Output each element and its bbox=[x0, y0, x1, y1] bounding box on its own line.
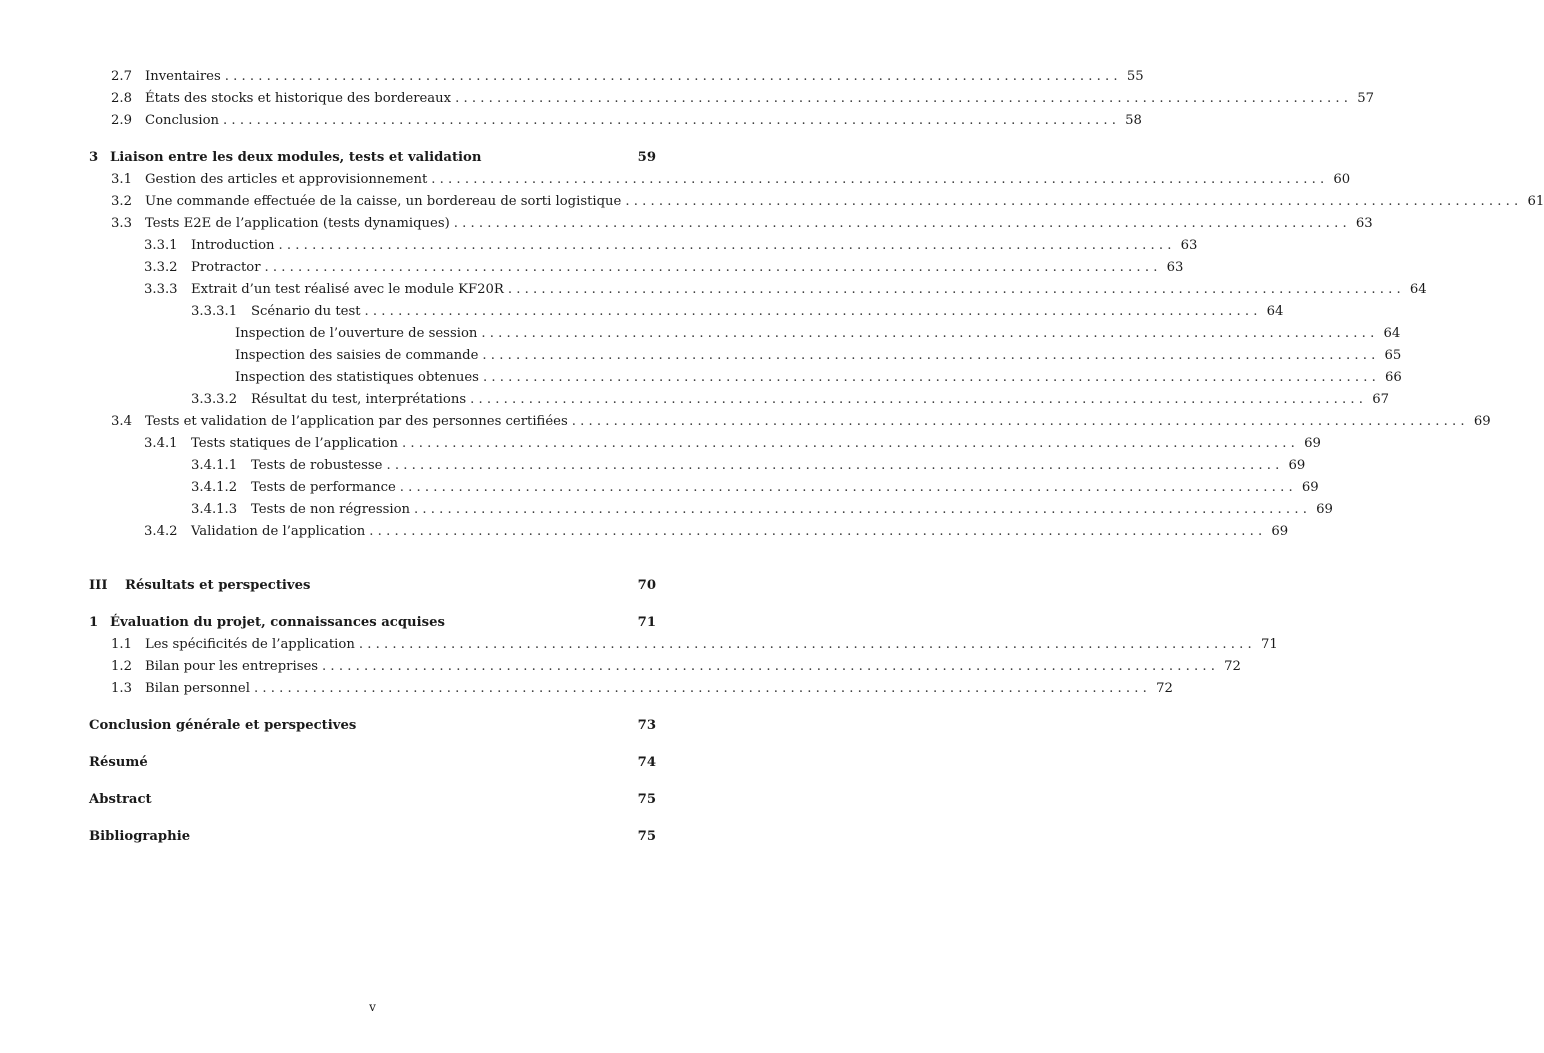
entry-number: 2.7 bbox=[111, 69, 132, 84]
chapter-title: Évaluation du projet, connaissances acquises bbox=[110, 615, 445, 630]
entry-page: 63 bbox=[1355, 216, 1373, 231]
entry-title: Tests et validation de l’application par des personnes certifiées bbox=[145, 414, 568, 429]
part-page: 70 bbox=[637, 578, 656, 593]
dot-leader bbox=[279, 235, 1172, 257]
dot-leader bbox=[369, 521, 1262, 543]
entry-number: 2.8 bbox=[111, 91, 132, 106]
dot-leader bbox=[359, 634, 1252, 656]
toc-entry[interactable] bbox=[89, 213, 1373, 235]
entry-number: 1.2 bbox=[111, 659, 132, 674]
entry-number: 3.3 bbox=[111, 216, 132, 231]
section-title: Conclusion générale et perspectives bbox=[89, 718, 357, 733]
entry-title: Tests de non régression bbox=[251, 502, 411, 517]
section-title: Bibliographie bbox=[89, 829, 191, 844]
entry-page: 64 bbox=[1266, 304, 1284, 319]
dot-leader bbox=[265, 257, 1158, 279]
entry-page: 69 bbox=[1271, 524, 1289, 539]
entry-title: Résultat du test, interprétations bbox=[251, 392, 467, 407]
toc-entry-2-7[interactable] bbox=[89, 66, 1144, 88]
toc-entry[interactable] bbox=[89, 279, 1427, 301]
dot-leader bbox=[225, 66, 1118, 88]
entry-number: 3.3.2 bbox=[144, 260, 178, 275]
entry-number: 3.4 bbox=[111, 414, 132, 429]
entry-number: 2.9 bbox=[111, 113, 132, 128]
entry-number: 3.3.3 bbox=[144, 282, 178, 297]
toc-entry[interactable] bbox=[89, 389, 1389, 411]
entry-number: 3.2 bbox=[111, 194, 132, 209]
entry-number: 1.1 bbox=[111, 637, 132, 652]
toc-entry[interactable] bbox=[89, 191, 1544, 213]
toc-entry[interactable] bbox=[89, 455, 1306, 477]
dot-leader bbox=[454, 213, 1347, 235]
entry-page: 72 bbox=[1224, 659, 1241, 674]
entry-title: Tests de robustesse bbox=[251, 458, 383, 473]
toc-entry[interactable] bbox=[89, 323, 1401, 345]
entry-page: 72 bbox=[1156, 681, 1173, 696]
entry-number: 1.3 bbox=[111, 681, 132, 696]
dot-leader bbox=[322, 656, 1215, 678]
toc-entry[interactable] bbox=[89, 521, 1289, 543]
entry-number: 3.3.3.2 bbox=[191, 392, 238, 407]
page-number: v bbox=[369, 1000, 376, 1014]
entry-page: 69 bbox=[1288, 458, 1306, 473]
entry-title: Gestion des articles et approvisionnement bbox=[145, 172, 428, 187]
chapter-page: 71 bbox=[637, 615, 656, 630]
entry-title: Validation de l’application bbox=[191, 524, 366, 539]
dot-leader bbox=[508, 279, 1401, 301]
entry-title: Introduction bbox=[191, 238, 275, 253]
entry-page: 64 bbox=[1409, 282, 1427, 297]
toc-entry[interactable] bbox=[89, 345, 1402, 367]
entry-page: 63 bbox=[1166, 260, 1184, 275]
entry-number: 3.4.1.3 bbox=[191, 502, 238, 517]
toc-entry-1-3[interactable] bbox=[89, 678, 1173, 700]
entry-page: 69 bbox=[1316, 502, 1333, 517]
toc-entry-1-2[interactable] bbox=[89, 656, 1241, 678]
toc-entry-2-9[interactable] bbox=[89, 110, 1142, 132]
dot-leader bbox=[254, 678, 1147, 700]
dot-leader bbox=[400, 477, 1293, 499]
toc-bibliographie[interactable] bbox=[89, 826, 656, 848]
entry-page: 65 bbox=[1384, 348, 1402, 363]
section-title: Résumé bbox=[89, 755, 148, 770]
entry-page: 66 bbox=[1385, 370, 1402, 385]
entry-page: 69 bbox=[1304, 436, 1321, 451]
entry-title: Scénario du test bbox=[251, 304, 361, 319]
dot-leader bbox=[483, 367, 1376, 389]
toc-entry[interactable] bbox=[89, 411, 1491, 433]
toc-abstract[interactable] bbox=[89, 789, 656, 811]
entry-title: Protractor bbox=[191, 260, 261, 275]
toc-chapter-1[interactable] bbox=[89, 612, 656, 634]
entry-title: Les spécificités de l’application bbox=[145, 637, 355, 652]
chapter-title: Liaison entre les deux modules, tests et validation bbox=[110, 150, 482, 165]
dot-leader bbox=[414, 499, 1307, 521]
entry-page: 69 bbox=[1473, 414, 1491, 429]
toc-entry-1-1[interactable] bbox=[89, 634, 1278, 656]
entry-page: 58 bbox=[1125, 113, 1142, 128]
dot-leader bbox=[386, 455, 1279, 477]
toc-entry[interactable] bbox=[89, 499, 1333, 521]
toc-entry[interactable] bbox=[89, 367, 1402, 389]
entry-title: Inventaires bbox=[145, 69, 221, 84]
entry-number: 3.4.1.2 bbox=[191, 480, 238, 495]
section-page: 74 bbox=[637, 755, 656, 770]
section-title: Abstract bbox=[89, 792, 152, 807]
dot-leader bbox=[470, 389, 1363, 411]
entry-title: Une commande effectuée de la caisse, un bordereau de sorti logistique bbox=[145, 194, 622, 209]
entry-title: Inspection des saisies de commande bbox=[235, 348, 479, 363]
table-of-contents bbox=[89, 66, 1544, 848]
entry-title: Inspection de l’ouverture de session bbox=[235, 326, 478, 341]
entry-page: 69 bbox=[1301, 480, 1319, 495]
entry-title: Conclusion bbox=[145, 113, 220, 128]
chapter-3-entries bbox=[89, 169, 1544, 543]
toc-entry[interactable] bbox=[89, 169, 1351, 191]
entry-page: 55 bbox=[1126, 69, 1144, 84]
toc-entry[interactable] bbox=[89, 301, 1284, 323]
part-title: Résultats et perspectives bbox=[125, 578, 311, 593]
entry-page: 71 bbox=[1260, 637, 1278, 652]
entry-number: 3.3.3.1 bbox=[191, 304, 238, 319]
dot-leader bbox=[223, 110, 1116, 132]
toc-conclusion[interactable] bbox=[89, 715, 656, 737]
entry-page: 60 bbox=[1333, 172, 1351, 187]
dot-leader bbox=[431, 169, 1324, 191]
toc-chapter-3[interactable] bbox=[89, 147, 656, 169]
toc-entry[interactable] bbox=[89, 433, 1321, 455]
dot-leader bbox=[481, 323, 1374, 345]
entry-title: Bilan pour les entreprises bbox=[145, 659, 319, 674]
entry-title: Tests statiques de l’application bbox=[191, 436, 398, 451]
dot-leader bbox=[365, 301, 1258, 323]
entry-number: 3.4.1.1 bbox=[191, 458, 238, 473]
entry-title: Extrait d’un test réalisé avec le module KF20R bbox=[191, 282, 504, 297]
toc-entry-2-8[interactable] bbox=[89, 88, 1374, 110]
section-page: 73 bbox=[637, 718, 656, 733]
entry-title: Inspection des statistiques obtenues bbox=[235, 370, 479, 385]
entry-title: Tests E2E de l’application (tests dynamiques) bbox=[145, 216, 450, 231]
entry-title: Tests de performance bbox=[251, 480, 396, 495]
part-number: III bbox=[89, 578, 108, 593]
entry-number: 3.4.1 bbox=[144, 436, 178, 451]
toc-entry[interactable] bbox=[89, 257, 1184, 279]
dot-leader bbox=[625, 191, 1518, 213]
entry-title: Bilan personnel bbox=[145, 681, 250, 696]
entry-title: États des stocks et historique des bordereaux bbox=[145, 91, 452, 106]
entry-number: 3.1 bbox=[111, 172, 132, 187]
section-page: 75 bbox=[637, 829, 656, 844]
dot-leader bbox=[402, 433, 1295, 455]
entry-page: 61 bbox=[1527, 194, 1544, 209]
entry-page: 67 bbox=[1372, 392, 1389, 407]
dot-leader bbox=[572, 411, 1465, 433]
entry-page: 64 bbox=[1383, 326, 1401, 341]
entry-number: 3.4.2 bbox=[144, 524, 178, 539]
chapter-number: 1 bbox=[89, 615, 99, 630]
toc-resume[interactable] bbox=[89, 752, 656, 774]
dot-leader bbox=[482, 345, 1375, 367]
dot-leader bbox=[455, 88, 1348, 110]
toc-entry[interactable] bbox=[89, 477, 1319, 499]
chapter-page: 59 bbox=[637, 150, 656, 165]
entry-page: 57 bbox=[1357, 91, 1374, 106]
toc-entry[interactable] bbox=[89, 235, 1198, 257]
chapter-number: 3 bbox=[89, 150, 99, 165]
section-page: 75 bbox=[637, 792, 656, 807]
entry-number: 3.3.1 bbox=[144, 238, 178, 253]
entry-page: 63 bbox=[1180, 238, 1198, 253]
toc-part-iii[interactable] bbox=[89, 575, 656, 597]
